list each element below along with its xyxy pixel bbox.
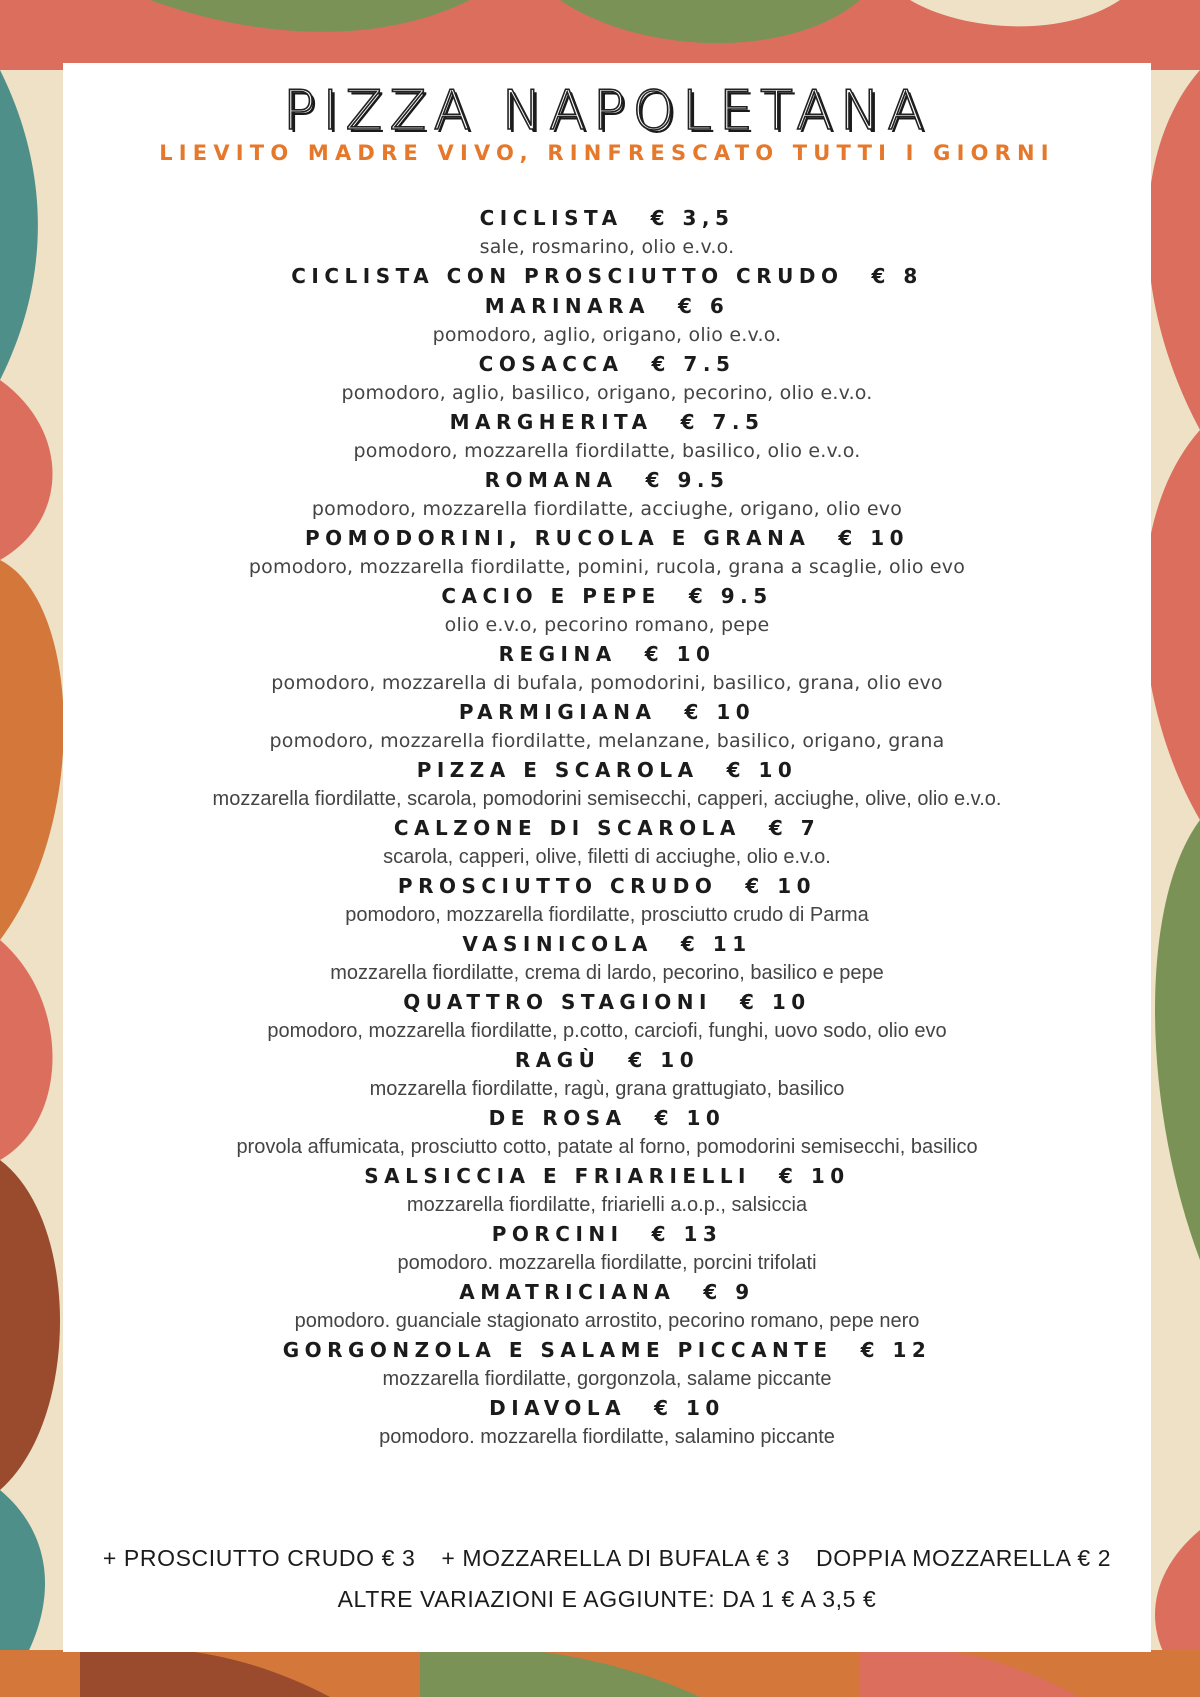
extras-note: ALTRE VARIAZIONI E AGGIUNTE: DA 1 € A 3,5 € [337,1586,877,1612]
item-heading [63,349,1151,379]
item-heading [63,465,1151,495]
menu-item [63,697,1151,755]
menu-item [63,523,1151,581]
menu-item [63,1161,1151,1219]
menu-item [63,1393,1151,1451]
item-heading [63,871,1151,901]
item-price: € 10 [779,1164,850,1188]
item-description: mozzarella fiordilatte, gorgonzola, salame piccante [382,1368,832,1390]
item-heading [63,697,1151,727]
item-price: € 10 [684,700,756,724]
menu-item [63,987,1151,1045]
item-name: VASINICOLA [462,932,653,956]
item-name: DIAVOLA [489,1396,627,1420]
menu-item [63,291,1151,349]
item-heading [63,929,1151,959]
item-heading [63,407,1151,437]
item-heading [63,523,1151,553]
item-price: € 9 [703,1280,755,1304]
item-name: AMATRICIANA [459,1280,676,1304]
menu-subtitle: LIEVITO MADRE VIVO, RINFRESCATO TUTTI I GIORNI [159,141,1055,165]
item-price: € 8 [871,264,923,288]
pizza-list [63,203,1151,1451]
item-description: sale, rosmarino, olio e.v.o. [479,236,735,258]
menu-item [63,261,1151,291]
item-name: MARGHERITA [449,410,653,434]
item-heading [63,755,1151,785]
item-description: pomodoro, mozzarella fiordilatte, basilico, olio e.v.o. [353,440,861,462]
menu-title: PIZZA NAPOLETANA [282,79,932,142]
item-price: € 3,5 [650,206,735,230]
item-description: pomodoro, aglio, basilico, origano, pecorino, olio e.v.o. [341,382,873,404]
item-heading [63,987,1151,1017]
item-description: pomodoro. mozzarella fiordilatte, porcini trifolati [397,1252,817,1274]
menu-item [63,1045,1151,1103]
item-name: PORCINI [491,1222,624,1246]
menu-item [63,1335,1151,1393]
extra-doppia-mozzarella: DOPPIA MOZZARELLA € 2 [816,1545,1112,1571]
item-description: scarola, capperi, olive, filetti di acciughe, olio e.v.o. [383,846,831,868]
item-description: provola affumicata, prosciutto cotto, patate al forno, pomodorini semisecchi, basilico [236,1136,978,1158]
item-name: MARINARA [484,294,651,318]
menu-item [63,407,1151,465]
item-description: pomodoro, mozzarella fiordilatte, acciughe, origano, olio evo [311,498,903,520]
item-heading [63,1277,1151,1307]
item-price: € 10 [745,874,817,898]
item-price: € 10 [726,758,798,782]
item-price: € 7.5 [680,410,765,434]
item-description: mozzarella fiordilatte, ragù, grana grattugiato, basilico [369,1078,845,1100]
item-description: mozzarella fiordilatte, friarielli a.o.p., salsiccia [406,1194,808,1216]
item-description: pomodoro, mozzarella fiordilatte, p.cotto, carciofi, funghi, uovo sodo, olio evo [267,1020,947,1042]
item-description: pomodoro, mozzarella di bufala, pomodorini, basilico, grana, olio evo [271,672,943,694]
item-heading [63,1045,1151,1075]
item-price: € 12 [860,1338,932,1362]
item-heading [63,1335,1151,1365]
menu-item [63,755,1151,813]
menu-item [63,203,1151,261]
item-description: mozzarella fiordilatte, crema di lardo, pecorino, basilico e pepe [330,962,884,984]
extra-prosciutto: + PROSCIUTTO CRUDO € 3 [102,1545,416,1571]
item-name: SALSICCIA E FRIARIELLI [364,1164,752,1188]
item-price: € 10 [838,526,910,550]
item-price: € 7.5 [651,352,736,376]
menu-item [63,581,1151,639]
menu-item [63,813,1151,871]
item-description: pomodoro. guanciale stagionato arrostito, pecorino romano, pepe nero [294,1310,920,1332]
item-heading [63,291,1151,321]
item-price: € 10 [654,1106,726,1130]
item-description: pomodoro, mozzarella fiordilatte, prosciutto crudo di Parma [345,904,869,926]
item-heading [63,261,1151,291]
item-name: DE ROSA [488,1106,627,1130]
item-name: REGINA [498,642,617,666]
menu-item [63,1103,1151,1161]
item-heading [63,1219,1151,1249]
item-price: € 6 [678,294,730,318]
item-heading [63,1393,1151,1423]
item-name: RAGÙ [514,1048,601,1072]
item-price: € 9.5 [688,584,773,608]
extras-line [63,1543,1151,1573]
item-price: € 9.5 [645,468,730,492]
item-name: COSACCA [478,352,624,376]
menu-item [63,871,1151,929]
item-name: CALZONE DI SCAROLA [393,816,741,840]
item-heading [63,203,1151,233]
item-price: € 10 [628,1048,700,1072]
item-heading [63,813,1151,843]
item-name: PIZZA E SCAROLA [416,758,699,782]
item-name: CICLISTA CON PROSCIUTTO CRUDO [291,264,844,288]
item-price: € 10 [654,1396,725,1420]
item-name: PARMIGIANA [458,700,657,724]
item-description: mozzarella fiordilatte, scarola, pomodorini semisecchi, capperi, acciughe, olive, olio e.v.o. [212,788,1002,810]
item-description: pomodoro. mozzarella fiordilatte, salamino piccante [379,1426,835,1448]
item-description: pomodoro, aglio, origano, olio e.v.o. [432,324,782,346]
item-name: ROMANA [484,468,618,492]
item-heading [63,639,1151,669]
item-price: € 13 [651,1222,723,1246]
item-description: pomodoro, mozzarella fiordilatte, pomini, rucola, grana a scaglie, olio evo [248,556,966,578]
item-description: olio e.v.o, pecorino romano, pepe [444,614,770,636]
menu-item [63,1277,1151,1335]
menu-item [63,639,1151,697]
menu-card [63,63,1151,1652]
item-heading [63,1161,1151,1191]
menu-item [63,465,1151,523]
item-heading [63,1103,1151,1133]
item-name: CACIO E PEPE [441,584,661,608]
item-price: € 10 [739,990,811,1014]
item-name: QUATTRO STAGIONI [403,990,712,1014]
menu-item [63,929,1151,987]
item-name: CICLISTA [479,206,623,230]
menu-item [63,1219,1151,1277]
item-price: € 7 [768,816,821,840]
item-price: € 11 [680,932,752,956]
extra-bufala: + MOZZARELLA DI BUFALA € 3 [441,1545,790,1571]
item-description: pomodoro, mozzarella fiordilatte, melanzane, basilico, origano, grana [269,730,945,752]
menu-item [63,349,1151,407]
item-name: PROSCIUTTO CRUDO [397,874,718,898]
item-name: GORGONZOLA E SALAME PICCANTE [282,1338,833,1362]
item-name: POMODORINI, RUCOLA E GRANA [304,526,811,550]
item-price: € 10 [644,642,716,666]
item-heading [63,581,1151,611]
